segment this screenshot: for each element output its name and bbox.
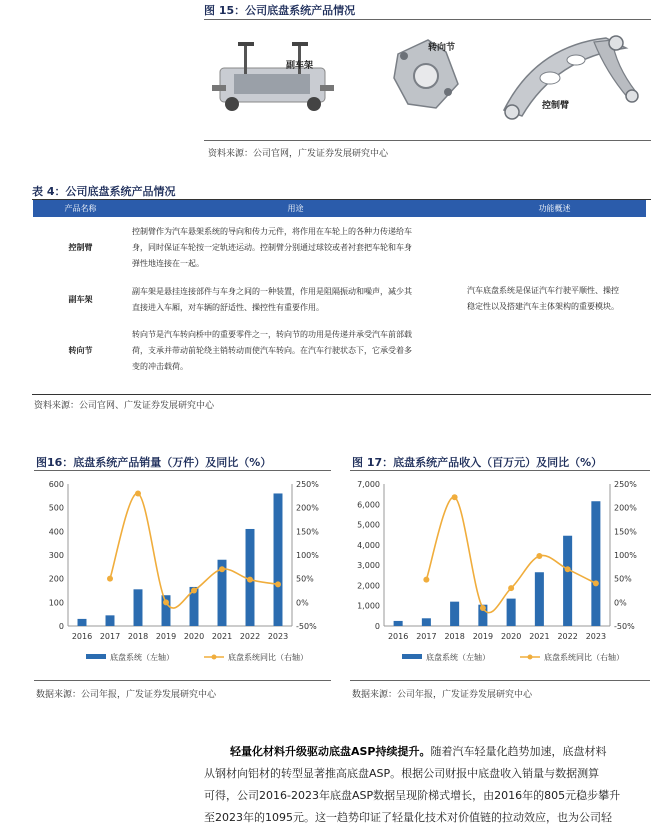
x-tick-label: 2018 [127,632,149,641]
divider [34,680,331,681]
figure16-title: 图16：底盘系统产品销量（万件）及同比（%） [36,456,272,469]
x-tick-label: 2016 [71,632,93,641]
x-tick-label: 2021 [211,632,233,641]
bar-2021 [535,572,544,626]
figure17-source: 数据来源：公司年报，广发证券发展研究中心 [352,690,533,700]
table-header: 功能概述 [463,200,646,217]
x-tick-label: 2019 [155,632,177,641]
yoy-point [423,577,429,583]
yoy-point [565,566,571,572]
yoy-point [593,580,599,586]
function-overview [463,217,646,381]
y-tick-left: 6,000 [357,500,380,510]
yoy-point [219,566,225,572]
yoy-point [191,588,197,594]
x-tick-label: 2020 [183,632,205,641]
y-tick-right: 50% [614,574,632,584]
knuckle-label: 转向节 [428,43,456,53]
yoy-point [536,553,542,559]
product-use [128,321,463,381]
legend-bar-label: 底盘系统（左轴） [426,653,490,662]
divider [350,470,650,471]
bar-2018 [134,589,143,626]
bar-2023 [591,501,600,626]
y-tick-right: -50% [296,622,317,631]
yoy-point [275,581,281,587]
use-line: 副车架是悬挂连接部件与车身之间的一种装置，作用是阻隔振动和噪声，减少其 [132,287,412,296]
function-line: 稳定性以及搭建汽车主体架构的重要模块。 [467,302,619,311]
figure15-title: 图 15：公司底盘系统产品情况 [204,4,356,17]
y-tick-left: 7,000 [357,480,380,489]
function-line: 汽车底盘系统是保证汽车行驶平顺性、操控 [467,286,619,295]
para-line: 从钢材向铝材的转型显著推高底盘ASP。根据公司财报中底盘收入销量与数据测算 [204,767,600,780]
product-use [128,217,463,279]
bar-2020 [507,599,516,626]
use-line: 转向节是汽车转向桥中的重要零件之一，转向节的功用是传递并承受汽车前部载 [132,330,412,339]
use-line: 身，同时保证车轮按一定轨迹运动。控制臂分别通过球铰或者衬套把车轮和车身 [132,243,412,252]
product-name: 副车架 [68,295,93,304]
para-line: 至2023年的1095元。这一趋势印证了轻量化技术对价值链的拉动效应，也为公司轻 [204,811,612,824]
x-tick-label: 2017 [99,632,121,641]
product-use [128,279,463,321]
x-tick-label: 2018 [444,632,465,641]
y-tick-right: -50% [614,622,635,631]
divider [350,680,650,681]
y-tick-left: 0 [58,622,64,631]
figure15-source: 资料来源：公司官网，广发证券发展研究中心 [208,149,389,159]
y-tick-left: 2,000 [357,581,380,591]
product-table [33,200,646,381]
legend-bar-label: 底盘系统（左轴） [110,653,174,662]
y-tick-right: 0% [296,598,309,608]
y-tick-left: 0 [374,622,380,631]
table-header-row [33,200,646,217]
figure16-chart [30,474,336,674]
y-tick-left: 300 [48,551,64,560]
table4-title: 表 4：公司底盘系统产品情况 [32,185,176,198]
figure16-source: 数据来源：公司年报，广发证券发展研究中心 [36,690,217,700]
y-tick-right: 200% [296,503,319,513]
figure17-chart [346,474,654,674]
y-tick-left: 4,000 [357,540,380,550]
y-tick-right: 100% [296,551,319,560]
legend-line-marker [528,655,533,660]
y-tick-right: 100% [614,551,637,560]
y-tick-left: 1,000 [357,601,380,611]
control-arm-image [496,32,646,122]
y-tick-right: 250% [296,480,319,489]
use-line: 变的冲击载荷。 [132,362,188,371]
yoy-point [508,585,514,591]
legend-bar-swatch [402,654,422,659]
para-line [204,741,652,763]
legend-bar-swatch [86,654,106,659]
y-tick-right: 250% [614,480,637,489]
para-text: 随着汽车轻量化趋势加速，底盘材料 [430,745,607,758]
bar-2016 [78,619,87,626]
yoy-point [480,605,486,611]
y-tick-left: 3,000 [357,561,380,571]
bar-2018 [450,602,459,626]
x-tick-label: 2017 [416,632,437,641]
x-tick-label: 2016 [387,632,409,641]
divider [34,470,331,471]
x-tick-label: 2020 [500,632,522,641]
legend-line-label: 底盘系统同比（右轴） [544,653,624,662]
subframe-image [210,40,335,120]
divider [32,394,651,395]
x-tick-label: 2022 [557,632,578,641]
yoy-point [247,577,253,583]
table-header: 产品名称 [33,200,128,217]
y-tick-left: 600 [48,480,64,489]
x-tick-label: 2023 [267,632,289,641]
subframe-label: 副车架 [286,61,314,71]
y-tick-left: 200 [48,574,64,584]
bar-2017 [422,618,431,626]
table-header: 用途 [128,200,463,217]
use-line: 荷，支承并带动前轮绕主销转动而使汽车转向。在汽车行驶状态下，它承受着多 [132,346,412,355]
table4-source: 资料来源：公司官网、广发证券发展研究中心 [34,401,215,411]
yoy-point [163,599,169,605]
divider [204,19,651,20]
legend-line-label: 底盘系统同比（右轴） [228,653,308,662]
y-tick-left: 5,000 [357,520,380,530]
product-name: 转向节 [68,346,93,355]
divider [204,140,651,141]
x-tick-label: 2022 [239,632,261,641]
x-tick-label: 2019 [472,632,494,641]
y-tick-left: 400 [48,527,64,537]
yoy-point [135,490,141,496]
table-row [33,217,646,279]
legend-line-marker [212,655,217,660]
bar-2017 [106,615,115,626]
y-tick-right: 50% [296,574,314,584]
x-tick-label: 2023 [585,632,607,641]
use-line: 弹性地连接在一起。 [132,259,204,268]
y-tick-right: 150% [296,527,319,537]
bar-2016 [394,621,403,626]
y-tick-left: 100 [48,598,64,608]
product-name: 控制臂 [68,243,93,252]
x-tick-label: 2021 [529,632,550,641]
use-line: 控制臂作为汽车悬架系统的导向和传力元件，将作用在车轮上的各种力传递给车 [132,227,412,236]
body-paragraph [204,741,652,829]
para-lead: 轻量化材料升级驱动底盘ASP持续提升。 [230,745,431,758]
yoy-point [107,576,113,582]
bar-2022 [563,536,572,626]
y-tick-right: 150% [614,527,637,537]
use-line: 直接进入车厢，对车辆的舒适性、操控性有重要作用。 [132,303,324,312]
bar-2023 [274,493,283,626]
para-line: 可得，公司2016-2023年底盘ASP数据呈现阶梯式增长，由2016年的805元稳步攀升 [204,789,621,802]
control-arm-label: 控制臂 [542,101,570,111]
figure17-title: 图 17：底盘系统产品收入（百万元）及同比（%） [352,456,603,469]
y-tick-right: 0% [614,598,627,608]
y-tick-left: 500 [48,503,64,513]
y-tick-right: 200% [614,503,637,513]
yoy-point [452,494,458,500]
figure15-photos [206,30,648,130]
